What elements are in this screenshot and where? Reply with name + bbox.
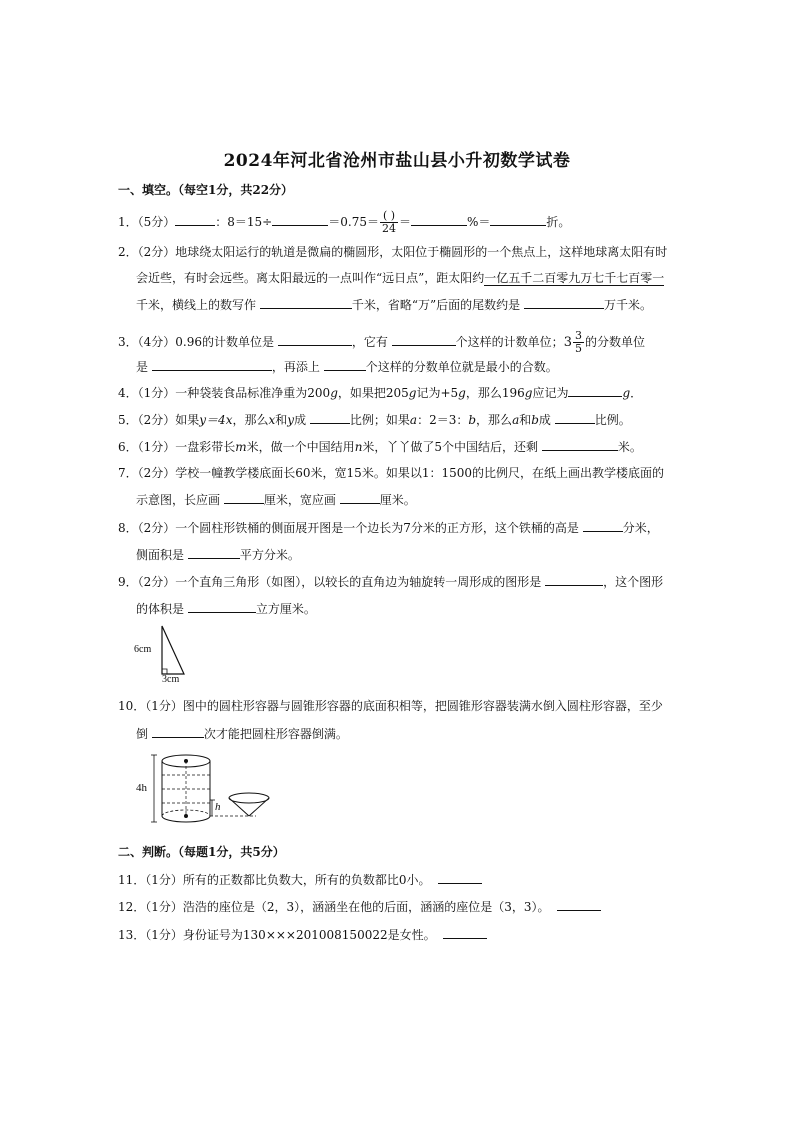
answer-blank[interactable] bbox=[545, 573, 603, 586]
question-number: 3． bbox=[118, 335, 138, 349]
cone-left-edge bbox=[229, 798, 249, 816]
question-2-line-2: 会近些，有时会远些。离太阳最远的一点叫作“远日点”，距太阳约一亿五千二百零九万七千七百零一 bbox=[136, 271, 665, 285]
question-1: 1．（5分） ：8＝15÷ ＝0.75＝ $\frac{( )}{24}$ ＝ %＝ 折。 bbox=[118, 209, 571, 235]
answer-blank[interactable] bbox=[260, 296, 352, 309]
answer-blank[interactable] bbox=[557, 898, 601, 911]
question-2-line-3: 千米，横线上的数写作 千米，省略“万”后面的尾数约是 万千米。 bbox=[136, 298, 652, 312]
answer-blank[interactable] bbox=[175, 213, 215, 226]
question-12: 12．（1分）浩浩的座位是（2，3），涵涵坐在他的后面，涵涵的座位是（3，3）。 bbox=[118, 898, 601, 915]
answer-blank[interactable] bbox=[324, 358, 366, 371]
question-10: 10．（1分）图中的圆柱形容器与圆锥形容器的底面积相等，把圆锥形容器装满水倒入圆柱形容器，至少 bbox=[118, 699, 663, 713]
answer-blank[interactable] bbox=[224, 491, 264, 504]
cone-top bbox=[229, 793, 269, 803]
answer-blank[interactable] bbox=[490, 213, 546, 226]
answer-blank[interactable] bbox=[278, 333, 352, 346]
cone-height-label: h bbox=[215, 801, 221, 813]
page-title: 2024年河北省沧州市盐山县小升初数学试卷 bbox=[223, 151, 571, 171]
center-dot bbox=[184, 814, 188, 818]
answer-blank[interactable] bbox=[411, 213, 467, 226]
question-4: 4．（1分）一种袋装食品标准净重为200g，如果把205g记为+5g，那么196g应记为 g． bbox=[118, 386, 643, 400]
question-number: 4． bbox=[118, 386, 138, 400]
answer-blank[interactable] bbox=[568, 384, 622, 397]
question-number: 9． bbox=[118, 575, 138, 589]
question-10-line-2: 倒 次才能把圆柱形容器倒满。 bbox=[136, 727, 348, 741]
answer-blank[interactable] bbox=[152, 358, 272, 371]
question-8: 8．（2分）一个圆柱形铁桶的侧面展开图是一个边长为7分米的正方形，这个铁桶的高是 分米， bbox=[118, 521, 659, 535]
question-11: 11．（1分）所有的正数都比负数大，所有的负数都比0小。 bbox=[118, 871, 482, 888]
question-2: 2．（2分）地球绕太阳运行的轨道是微扁的椭圆形，太阳位于椭圆形的一个焦点上，这样地球离太阳有时 bbox=[118, 245, 668, 259]
question-3-line-2: 是 ，再添上 个这样的分数单位就是最小的合数。 bbox=[136, 360, 558, 374]
answer-blank[interactable] bbox=[392, 333, 456, 346]
question-number: 2． bbox=[118, 245, 138, 259]
triangle-base-label: 3cm bbox=[162, 674, 180, 685]
question-7: 7．（2分）学校一幢教学楼底面长60米，宽15米。如果以1：1500的比例尺，在纸上画出教学楼底面的 bbox=[118, 466, 664, 480]
answer-blank[interactable] bbox=[188, 600, 256, 613]
question-13: 13．（1分）身份证号为130×××201008150022是女性。 bbox=[118, 926, 487, 943]
question-number: 7． bbox=[118, 466, 138, 480]
question-3: 3．（4分）0.96的计数单位是 ，它有 个这样的计数单位；3 $\frac{3}{5}$ 的分数单位 bbox=[118, 329, 645, 355]
answer-blank[interactable] bbox=[542, 438, 618, 451]
question-9-line-2: 的体积是 立方厘米。 bbox=[136, 602, 316, 616]
question-number: 12． bbox=[118, 900, 146, 914]
cylinder-cone-figure bbox=[136, 752, 272, 826]
question-number: 11． bbox=[118, 873, 146, 887]
question-number: 6． bbox=[118, 440, 138, 454]
question-number: 8． bbox=[118, 521, 138, 535]
question-number: 13． bbox=[118, 928, 146, 942]
cone-right-edge bbox=[249, 798, 269, 816]
fraction: $\frac{( )}{24}$ bbox=[381, 209, 396, 235]
answer-blank[interactable] bbox=[310, 411, 350, 424]
question-7-line-2: 示意图，长应画 厘米，宽应画 厘米。 bbox=[136, 493, 416, 507]
cylinder-height-label: 4h bbox=[136, 782, 147, 794]
question-9: 9．（2分）一个直角三角形（如图），以较长的直角边为轴旋转一周形成的图形是 ，这个图形 bbox=[118, 575, 664, 589]
question-5: 5．（2分）如果y＝4x，那么x和y成 比例；如果a：2＝3：b，那么a和b成 比例。 bbox=[118, 413, 631, 427]
question-number: 1． bbox=[118, 215, 138, 229]
triangle-shape bbox=[162, 626, 184, 674]
answer-blank[interactable] bbox=[555, 411, 595, 424]
question-6: 6．（1分）一盘彩带长m米，做一个中国结用n米，丫丫做了5个中国结后，还剩 米。 bbox=[118, 440, 642, 454]
right-triangle-figure bbox=[134, 622, 204, 684]
answer-blank[interactable] bbox=[272, 213, 328, 226]
question-number: 5． bbox=[118, 413, 138, 427]
fraction: $\frac{3}{5}$ bbox=[574, 329, 582, 355]
question-8-line-2: 侧面积是 平方分米。 bbox=[136, 548, 300, 562]
answer-blank[interactable] bbox=[583, 519, 623, 532]
answer-blank[interactable] bbox=[438, 871, 482, 884]
answer-blank[interactable] bbox=[340, 491, 380, 504]
answer-blank[interactable] bbox=[524, 296, 604, 309]
answer-blank[interactable] bbox=[188, 546, 240, 559]
underlined-number: 一亿五千二百零九万七千七百零一 bbox=[484, 271, 665, 285]
mixed-number: 3 bbox=[563, 334, 572, 350]
answer-blank[interactable] bbox=[152, 725, 204, 738]
cylinder-cone-svg bbox=[136, 752, 272, 826]
section-heading-fill-in: 一、填空。（每空1分，共22分） bbox=[118, 183, 294, 197]
answer-blank[interactable] bbox=[443, 926, 487, 939]
question-number: 10． bbox=[118, 699, 146, 713]
triangle-height-label: 6cm bbox=[134, 644, 152, 655]
section-heading-judgement: 二、判断。（每题1分，共5分） bbox=[118, 845, 285, 859]
center-dot bbox=[184, 759, 188, 763]
